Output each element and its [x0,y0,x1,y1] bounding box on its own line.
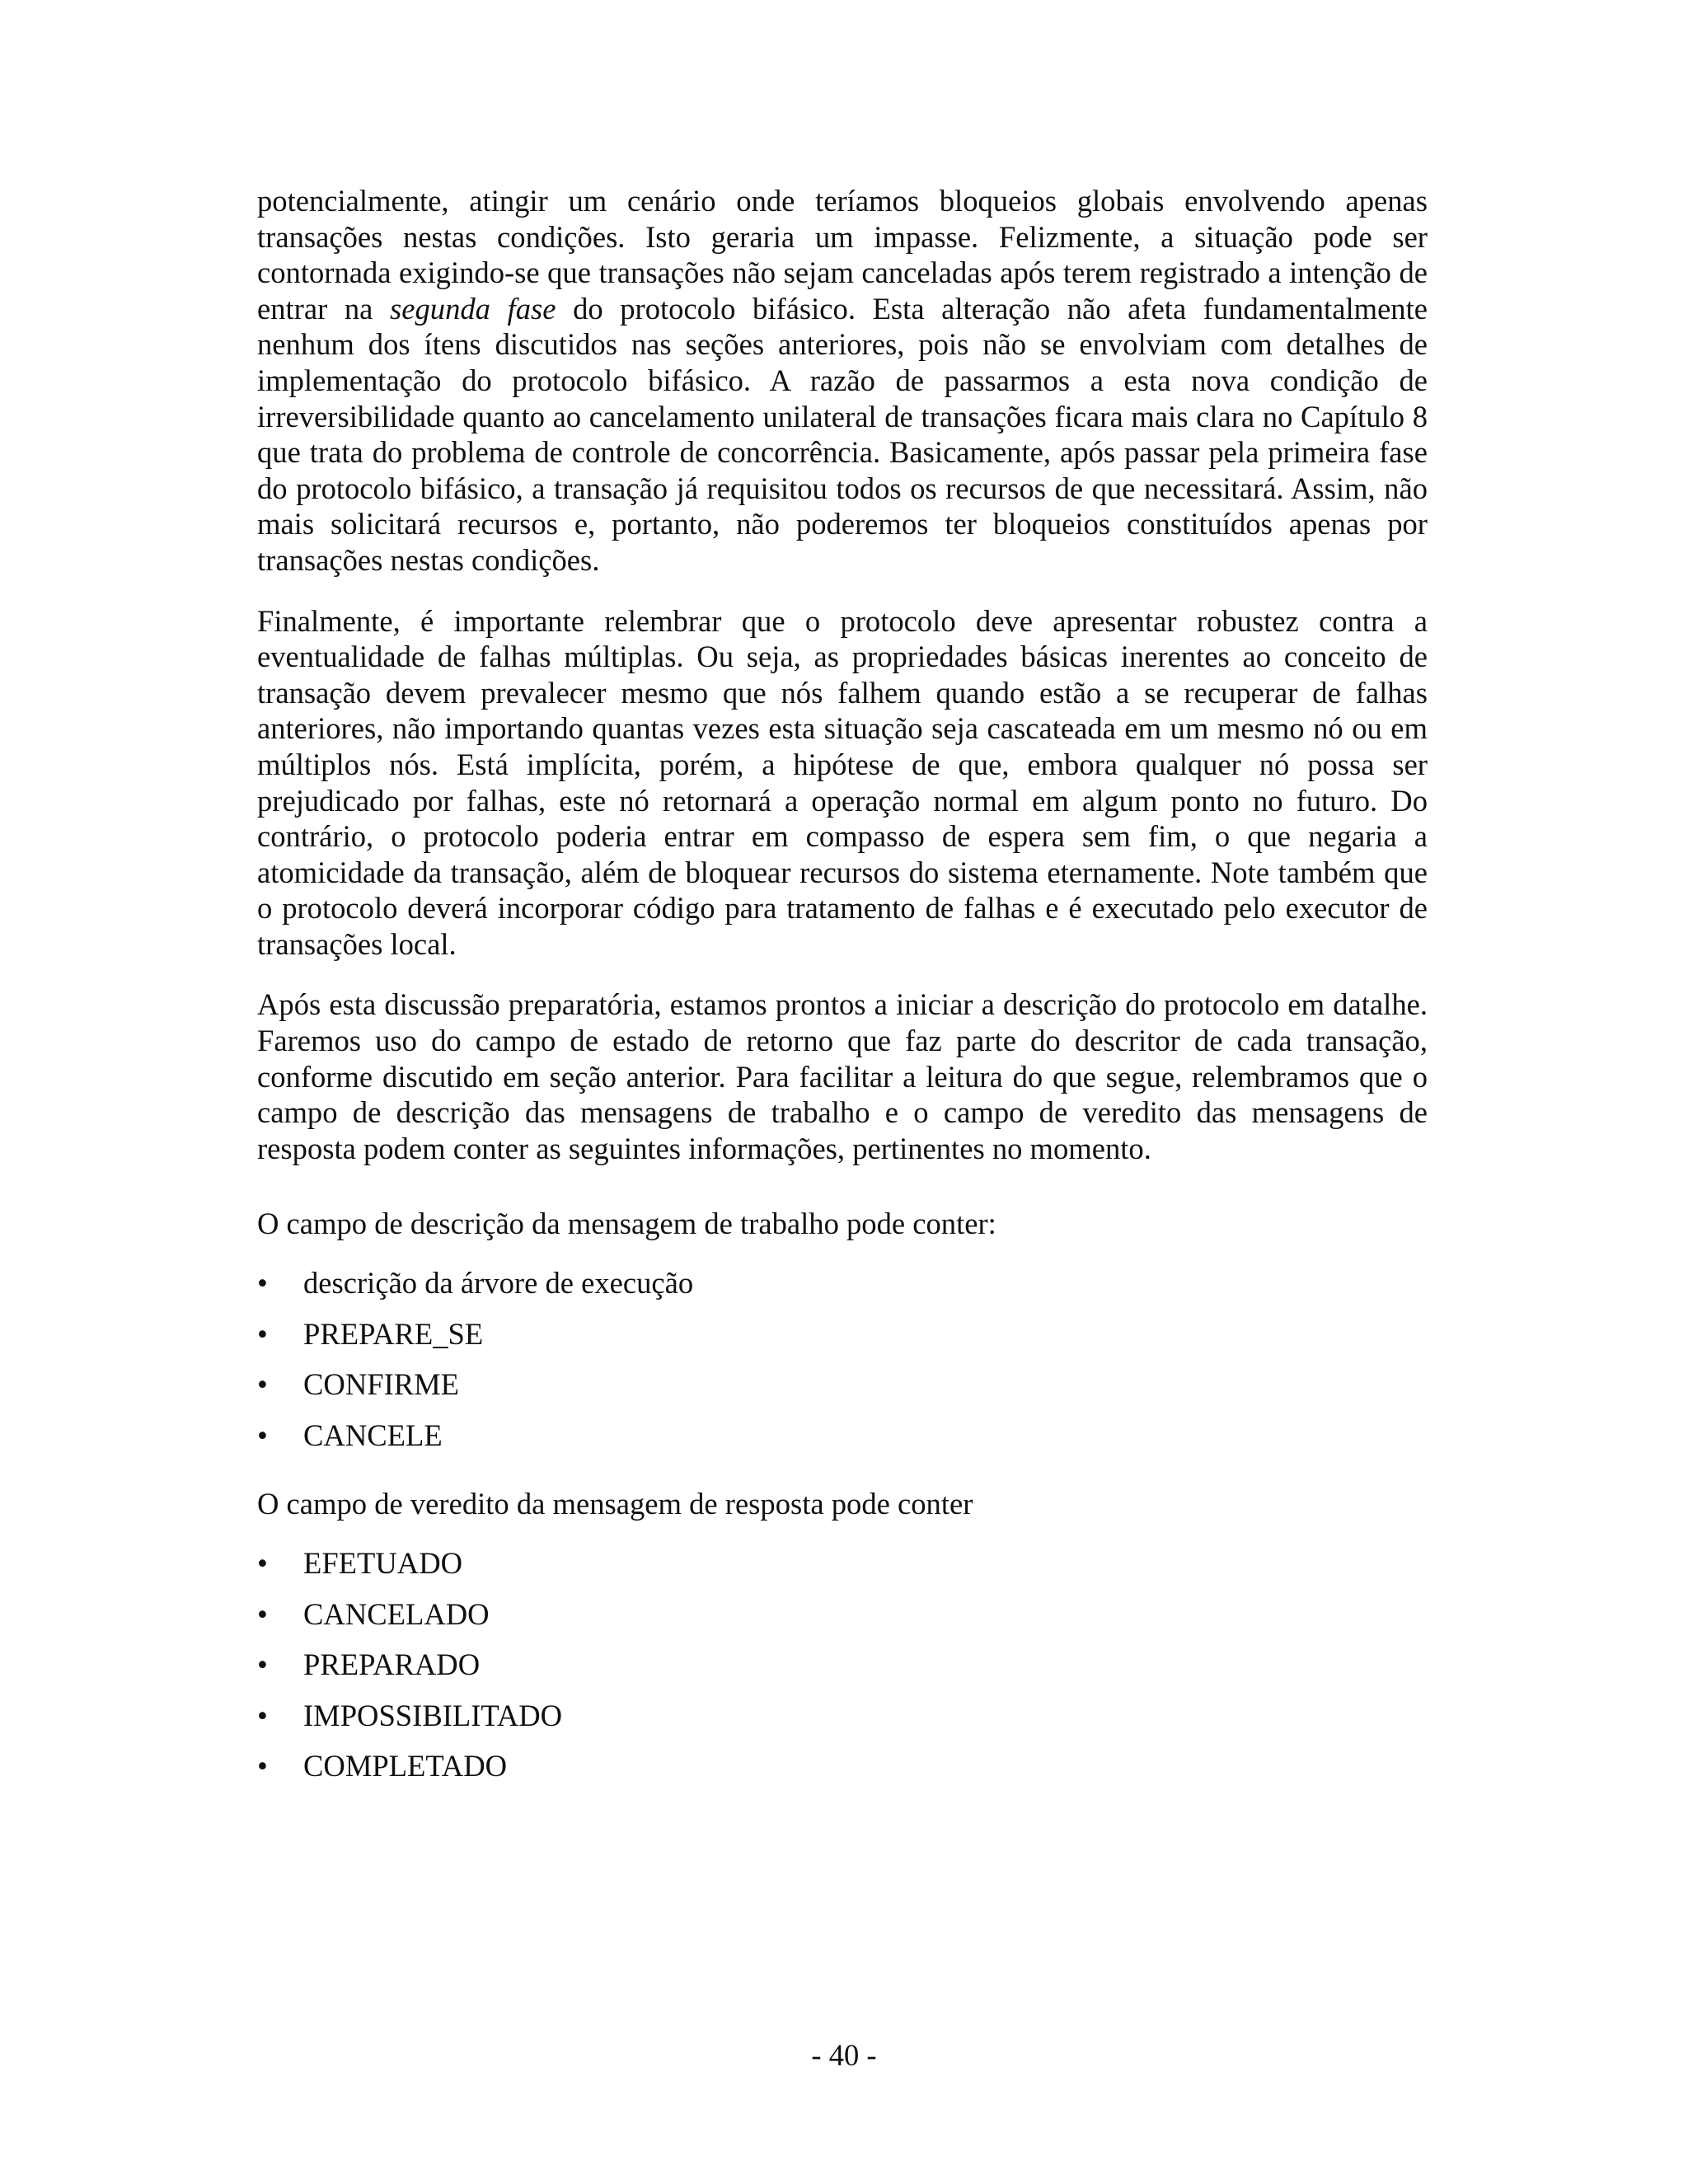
bullet-icon: • [257,1316,268,1351]
paragraph-multiple-failures: Finalmente, é importante relembrar que o protocolo deve apresentar robustez contra a eventualidade de falhas múltiplas. Ou seja, as propriedades básicas inerentes ao conceito de transação devem prevalecer mesmo que nós falhem quando estão a se recuperar de falhas anteriores, não importando quantas vezes esta situação seja cascateada em um mesmo nó ou em múltiplos nós. Está implícita, porém, a hipótese de que, embora qualquer nó possa ser prejudicado por falhas, este nó retornará a operação normal em algum ponto no futuro. Do contrário, o protocolo poderia entrar em compasso de espera sem fim, o que negaria a atomicidade da transação, além de bloquear recursos do sistema eternamente. Note também que o protocolo deverá incorporar código para tratamento de falhas e é executado pelo executor de transações local. [257,603,1428,961]
paragraph-protocol-description: Após esta discussão preparatória, estamos prontos a iniciar a descrição do protocolo em datalhe. Faremos uso do campo de estado de retorno que faz parte do descritor de cada transação, conforme discutido em seção anterior. Para facilitar a leitura do que segue, relembramos que o campo de descrição das mensagens de trabalho e o campo de veredito das mensagens de resposta podem conter as seguintes informações, pertinentes no momento. [257,987,1428,1165]
bullet-icon: • [257,1367,268,1402]
bullet-icon: • [257,1749,268,1783]
list-item-text: descrição da árvore de execução [303,1266,694,1301]
list-item [257,1265,1428,1301]
list-item [257,1596,1428,1633]
list-item-text: EFETUADO [303,1546,463,1580]
page-number: - 40 - [811,2038,877,2072]
paragraph-text: do protocolo bifásico. Esta alteração não afeta fundamentalmente nenhum dos ítens discutidos nas seções anteriores, pois não se envolviam com detalhes de implementação do protocolo bifásico. A razão de passarmos a esta nova condição de irreversibilidade quanto ao cancelamento unilateral de transações ficara mais clara no Capítulo 8 que trata do problema de controle de concorrência. Basicamente, após passar pela primeira fase do protocolo bifásico, a transação já requisitou todos os recursos de que necessitará. Assim, não mais solicitará recursos e, portanto, não poderemos ter bloqueios constituídos apenas por transações nestas condições. [257,291,1428,577]
list-item [257,1647,1428,1683]
list-item-text: CANCELADO [303,1596,490,1631]
work-message-list [257,1265,1428,1453]
list-item [257,1316,1428,1352]
paragraph-text: potencialmente, atingir um cenário onde teríamos bloqueios globais envolvendo apenas transações nestas condições. Isto geraria um impasse. Felizmente, a situação pode ser contornada exigindo-se que transações não sejam canceladas após terem registrado a intenção de entrar na [257,184,1428,326]
list-item-text: PREPARADO [303,1647,481,1682]
bullet-icon: • [257,1647,268,1682]
list-item [257,1698,1428,1734]
bullet-icon: • [257,1546,268,1580]
italic-term: segunda fase [390,291,556,326]
list-item-text: COMPLETADO [303,1749,508,1783]
list-item [257,1418,1428,1454]
list-item-text: CANCELE [303,1418,443,1452]
response-message-list [257,1545,1428,1784]
list-item [257,1748,1428,1784]
paragraph-deadlock-avoidance [257,183,1428,579]
page-content [257,183,1428,1799]
bullet-icon: • [257,1266,268,1301]
list-item [257,1366,1428,1403]
list-item [257,1545,1428,1582]
bullet-icon: • [257,1596,268,1631]
response-message-intro: O campo de veredito da mensagem de resposta pode conter [257,1487,973,1521]
list-item-text: PREPARE_SE [303,1316,484,1351]
list-item-text: IMPOSSIBILITADO [303,1698,563,1732]
bullet-icon: • [257,1698,268,1732]
list-item-text: CONFIRME [303,1367,460,1402]
bullet-icon: • [257,1418,268,1452]
work-message-intro: O campo de descrição da mensagem de trabalho pode conter: [257,1207,996,1241]
